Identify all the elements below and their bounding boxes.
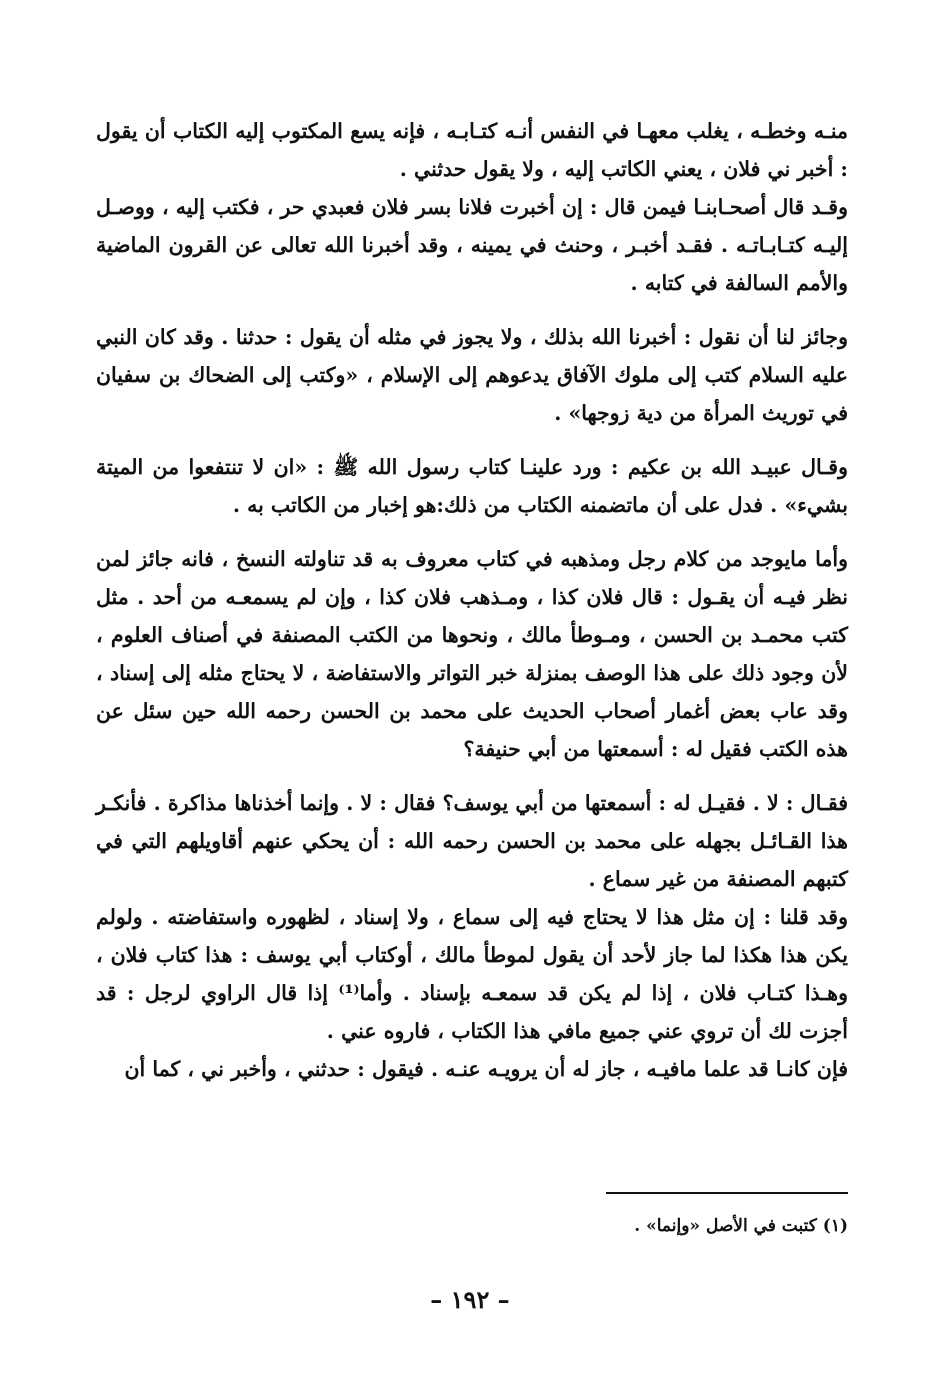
paragraph-5: وأما مايوجد من كلام رجل ومذهبه في كتاب معروف به قد تناولته النسخ ، فانه جائز لمن نظر فيـه أن يقـول : قال فلان كذا ، ومـذهب فلان كذا ، وإن لم يسمعـه من أحد . مثل كتب محمـد بن الحسن ، ومـوطأ مالك ، ونحوها من الكتب المصنفة في أصناف العلوم ، لأن وجود ذلك على هذا الوصف بمنزلة خبر التواتر والاستفاضة ، لا يحتاج مثله إلى إسناد ، وقد عاب بعض أغمار أصحاب الحديث على محمد بن الحسن رحمه الله حين سئل عن هذه الكتب فقيل له : أسمعتها من أبي حنيفة؟ [96,547,848,761]
footnote-divider [606,1192,848,1194]
page-number: – ١٩٢ – [430,1285,510,1314]
paragraph-3: وجائز لنا أن نقول : أخبرنا الله بذلك ، ولا يجوز في مثله أن يقول : حدثنا . وقد كان النبي عليه السلام كتب إلى ملوك الآفاق يدعوهم إلى الإسلام ، «وكتب إلى الضحاك بن سفيان في توريث المرأة من دية زوجها» . [96,325,848,425]
footnote: (١) كتبت في الأصل «وإنما» . [634,1216,848,1236]
paragraph-7: وقد قلنا : إن مثل هذا لا يحتاج فيه إلى سماع ، ولا إسناد ، لظهوره واستفاضته . ولولم يكن هذا هكذا لما جاز لأحد أن يقول لموطأ مالك ، أوكتاب أبي يوسف : هذا كتاب فلان ، وهـذا كتـاب فلان ، إذا لم يكن قد سمعـه بإسناد . وأما⁽¹⁾ إذا قال الراوي لرجل : قد أجزت لك أن تروي عني جميع مافي هذا الكتاب ، فاروه عني . [96,905,848,1043]
paragraph-1: منـه وخطـه ، يغلب معهـا في النفس أنـه كتـابـه ، فإنه يسع المكتوب إليه الكتاب أن يقول : أخبر ني فلان ، يعني الكاتب إليه ، ولا يقول حدثني . [96,119,848,181]
paragraph-4: وقـال عبيـد الله بن عكيم : ورد علينـا كتاب رسول الله ﷺ : «ان لا تنتفعوا من الميتة بشيء» . فدل على أن ماتضمنه الكتاب من ذلك:هو إخبار من الكاتب به . [96,455,848,517]
main-text-block [96,112,848,1088]
paragraph-6: فقـال : لا . فقيـل له : أسمعتها من أبي يوسف؟ فقال : لا . وإنما أخذناها مذاكرة . فأنكـر هذا القـائـل بجهله على محمد بن الحسن رحمه الله : أن يحكي عنهم أقاويلهم التي في كتبهم المصنفة من غير سماع . [96,791,848,891]
paragraph-8: فإن كانـا قد علما مافيـه ، جاز له أن يرويـه عنـه . فيقول : حدثني ، وأخبر ني ، كما أن [124,1057,848,1081]
paragraph-2: وقـد قال أصحـابنـا فيمن قال : إن أخبرت فلانا بسر فلان فعبدي حر ، فكتب إليه ، ووصـل إليـه كتـابـاتـه . فقـد أخبـر ، وحنث في يمينه ، وقد أخبرنا الله تعالى عن القرون الماضية والأمم السالفة في كتابه . [96,195,848,295]
